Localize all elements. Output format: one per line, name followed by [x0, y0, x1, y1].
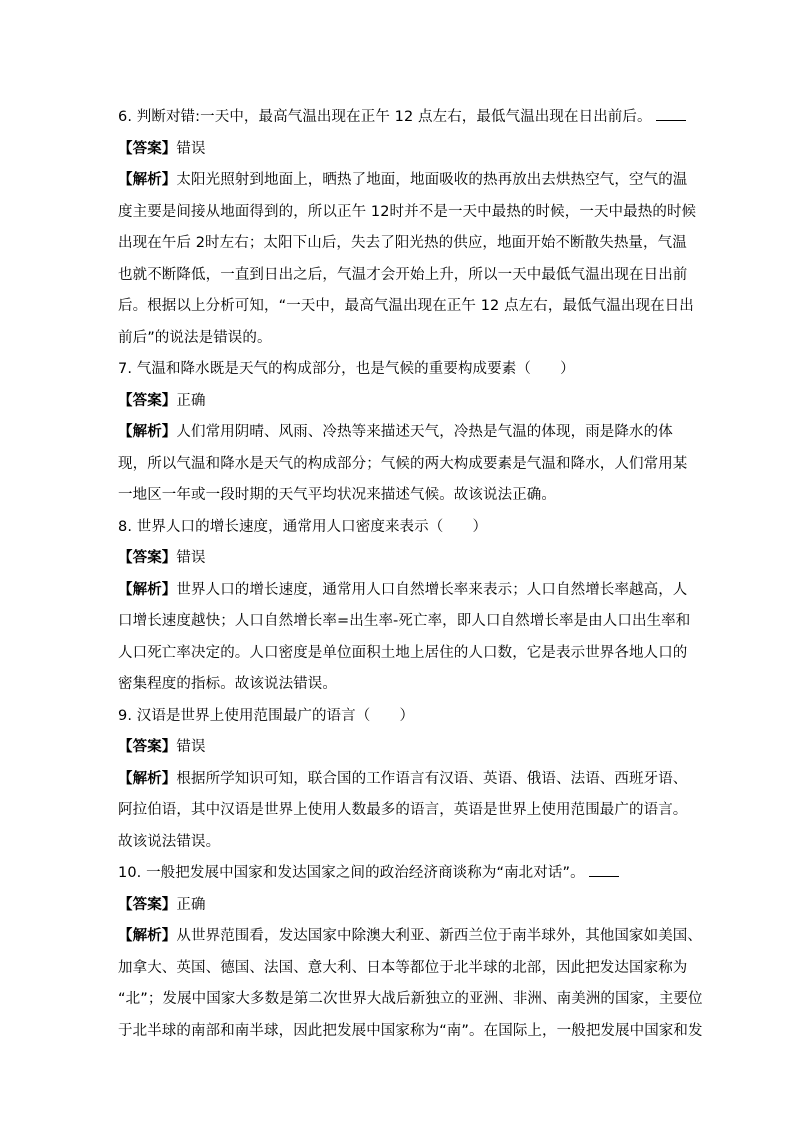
answer-value: 正确	[176, 392, 206, 409]
answer-label: 【答案】	[118, 896, 177, 913]
analysis-9-line-1	[118, 764, 718, 796]
answer-9	[118, 732, 718, 764]
analysis-10-line-3: “北”；发展中国家大多数是第二次世界大战后新独立的亚洲、非洲、南美洲的国家，主要位	[118, 991, 703, 1007]
analysis-6-line-2: 度主要是间接从地面得到的，所以正午 12时并不是一天中最热的时候，一天中最热的时候	[118, 203, 697, 220]
analysis-7-line-2: 现，所以气温和降水是天气的构成部分；气候的两大构成要素是气温和降水，人们常用某	[118, 455, 688, 472]
answer-blank	[656, 106, 686, 121]
analysis-6-line-5: 后。根据以上分析可知，“一天中，最高气温出现在正午 12 点左右，最低气温出现在日出	[118, 298, 694, 314]
analysis-label: 【解析】	[118, 928, 177, 944]
answer-value: 错误	[176, 140, 206, 157]
answer-label: 【答案】	[118, 739, 177, 755]
answer-label: 【答案】	[118, 140, 177, 157]
analysis-9-line-3: 故该说法错误。	[118, 833, 221, 850]
question-10	[118, 858, 718, 890]
analysis-6-line-3: 出现在午后 2时左右；太阳下山后，失去了阳光热的供应，地面开始不断散失热量，气温	[118, 235, 687, 251]
analysis-6-line-4: 也就不断降低，一直到日出之后，气温才会开始上升，所以一天中最低气温出现在日出前	[118, 266, 688, 283]
answer-6	[118, 134, 718, 166]
document-body	[118, 102, 718, 1047]
question-7: 7. 气温和降水既是天气的构成部分，也是气候的重要构成要素（ ）	[118, 361, 575, 377]
analysis-text: 世界人口的增长速度，通常用人口自然增长率来表示；人口自然增长率越高，人	[176, 581, 688, 598]
answer-7	[118, 386, 718, 418]
analysis-8-line-3: 人口死亡率决定的。人口密度是单位面积土地上居住的人口数，它是表示世界各地人口的	[118, 644, 688, 661]
answer-value: 错误	[176, 739, 206, 755]
question-6	[118, 102, 718, 134]
analysis-label: 【解析】	[118, 172, 177, 188]
analysis-7-line-3: 一地区一年或一段时期的天气平均状况来描述气候。故该说法正确。	[118, 487, 556, 503]
question-9: 9. 汉语是世界上使用范围最广的语言（ ）	[118, 707, 415, 724]
analysis-10-line-1	[118, 921, 718, 953]
analysis-8-line-1	[118, 575, 718, 607]
answer-label: 【答案】	[118, 392, 177, 409]
answer-value: 正确	[176, 896, 206, 913]
analysis-6-line-1	[118, 165, 718, 197]
analysis-8-line-2: 口增长速度越快；人口自然增长率=出生率-死亡率，即人口自然增长率是由人口出生率和	[118, 613, 691, 629]
question-text: 10. 一般把发展中国家和发达国家之间的政治经济商谈称为“南北对话”。	[118, 865, 585, 881]
analysis-text: 根据所学知识可知，联合国的工作语言有汉语、英语、俄语、法语、西班牙语、	[176, 770, 688, 787]
answer-label: 【答案】	[118, 550, 177, 566]
analysis-9-line-2: 阿拉伯语，其中汉语是世界上使用人数最多的语言，英语是世界上使用范围最广的语言。	[118, 802, 688, 818]
analysis-label: 【解析】	[118, 770, 177, 787]
analysis-text: 从世界范围看，发达国家中除澳大利亚、新西兰位于南半球外，其他国家如美国、	[176, 928, 703, 944]
question-8: 8. 世界人口的增长速度，通常用人口密度来表示（ ）	[118, 518, 488, 535]
answer-8	[118, 543, 718, 575]
analysis-10-line-2: 加拿大、英国、德国、法国、意大利、日本等都位于北半球的北部，因此把发达国家称为	[118, 959, 688, 976]
analysis-label: 【解析】	[118, 424, 177, 440]
answer-blank	[589, 862, 619, 877]
analysis-10-line-4: 于北半球的南部和南半球，因此把发展中国家称为“南”。在国际上，一般把发展中国家和发	[118, 1022, 703, 1039]
question-text: 6. 判断对错:一天中，最高气温出现在正午 12 点左右，最低气温出现在日出前后。	[118, 109, 652, 125]
analysis-text: 人们常用阴晴、风雨、冷热等来描述天气，冷热是气温的体现，雨是降水的体	[176, 424, 673, 440]
answer-value: 错误	[176, 550, 206, 566]
answer-10	[118, 890, 718, 922]
analysis-label: 【解析】	[118, 581, 177, 598]
analysis-7-line-1	[118, 417, 718, 449]
analysis-6-line-6: 前后”的说法是错误的。	[118, 329, 272, 346]
analysis-8-line-4: 密集程度的指标。故该说法错误。	[118, 676, 337, 692]
analysis-text: 太阳光照射到地面上，晒热了地面，地面吸收的热再放出去烘热空气，空气的温	[176, 172, 688, 188]
